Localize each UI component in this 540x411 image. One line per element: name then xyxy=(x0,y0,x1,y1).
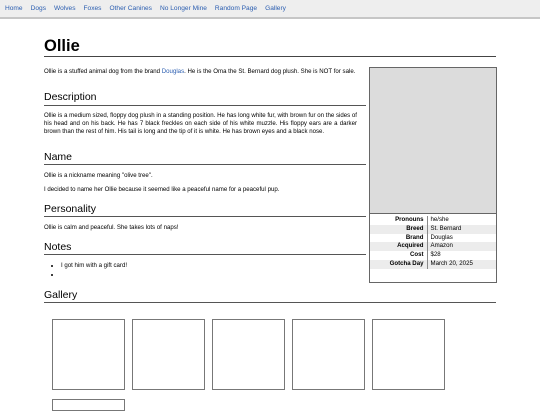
name-heading: Name xyxy=(44,151,73,163)
title-divider xyxy=(44,56,496,57)
infobox-key: Acquired xyxy=(370,242,427,251)
infobox-key: Cost xyxy=(370,251,427,260)
intro-text-end: . He is the Oma the St. Bernard dog plush. She is NOT for sale. xyxy=(184,68,356,75)
notes-heading: Notes xyxy=(44,241,72,253)
gallery-divider xyxy=(44,302,496,303)
infobox-row-gotcha-day xyxy=(370,260,496,269)
infobox-key: Brand xyxy=(370,234,427,243)
notes-item xyxy=(61,271,127,280)
page-title: Ollie xyxy=(44,37,80,55)
infobox-row-breed xyxy=(370,225,496,234)
personality-text: Ollie is calm and peaceful. She takes lots of naps! xyxy=(44,224,179,231)
infobox-key: Breed xyxy=(370,225,427,234)
nav-link-dogs[interactable]: Dogs xyxy=(30,5,46,12)
infobox-row-pronouns xyxy=(370,216,496,225)
gallery-thumbnail[interactable] xyxy=(292,319,365,390)
gallery-thumbnail[interactable] xyxy=(132,319,205,390)
personality-divider xyxy=(44,216,366,217)
nav-link-home[interactable]: Home xyxy=(5,5,23,12)
gallery-thumbnail[interactable] xyxy=(52,319,125,390)
description-heading: Description xyxy=(44,91,97,103)
infobox-row-acquired xyxy=(370,242,496,251)
personality-heading: Personality xyxy=(44,203,96,215)
intro-paragraph xyxy=(44,68,357,76)
infobox-value: Douglas xyxy=(430,233,453,241)
infobox-row-brand xyxy=(370,234,496,243)
gallery-thumbnail[interactable] xyxy=(372,319,445,390)
gallery-heading: Gallery xyxy=(44,289,78,301)
nav-link-wolves[interactable]: Wolves xyxy=(54,5,76,12)
infobox-image xyxy=(370,68,496,214)
infobox-value: $28 xyxy=(430,251,441,259)
infobox-value: March 20, 2025 xyxy=(430,259,473,267)
infobox-table xyxy=(370,216,496,269)
infobox-value: he/she xyxy=(430,216,449,223)
notes-list xyxy=(44,262,127,279)
notes-item: • I got him with a gift card! xyxy=(61,262,127,271)
infobox-value: St. Bernard xyxy=(430,224,462,232)
name-text-2: I decided to name her Ollie because it seemed like a peaceful name for a peaceful pup. xyxy=(44,186,280,193)
nav-link-gallery[interactable]: Gallery xyxy=(265,5,286,12)
name-divider xyxy=(44,164,366,165)
name-text-1: Ollie is a nickname meaning "olive tree". xyxy=(44,172,153,179)
description-divider xyxy=(44,105,366,106)
top-navigation xyxy=(0,0,540,19)
nav-link-foxes[interactable]: Foxes xyxy=(83,5,102,12)
infobox-value: Amazon xyxy=(430,242,453,250)
infobox-key: Pronouns xyxy=(370,216,427,225)
infobox xyxy=(369,67,497,283)
gallery-thumbnail[interactable] xyxy=(52,399,125,411)
infobox-row-cost xyxy=(370,251,496,260)
notes-divider xyxy=(44,254,366,255)
nav-link-other-canines[interactable]: Other Canines xyxy=(109,5,152,12)
intro-text-start: Ollie is a stuffed animal dog from the brand xyxy=(44,68,162,75)
gallery-thumbnail[interactable] xyxy=(212,319,285,390)
brand-link[interactable]: Douglas xyxy=(161,68,185,75)
infobox-key: Gotcha Day xyxy=(370,260,427,269)
description-text: Ollie is a medium sized, floppy dog plush in a standing position. He has long white fur, with brown fur on the sides of his head and on his back. He has 7 black freckles on each side of his white muzzle. His floppy ears are a darker brown than the rest of him. His tail is long and the tip of it is white. He has brown eyes and a black nose. xyxy=(44,112,357,136)
nav-link-random-page[interactable]: Random Page xyxy=(214,5,258,12)
nav-link-no-longer-mine[interactable]: No Longer Mine xyxy=(159,5,207,12)
